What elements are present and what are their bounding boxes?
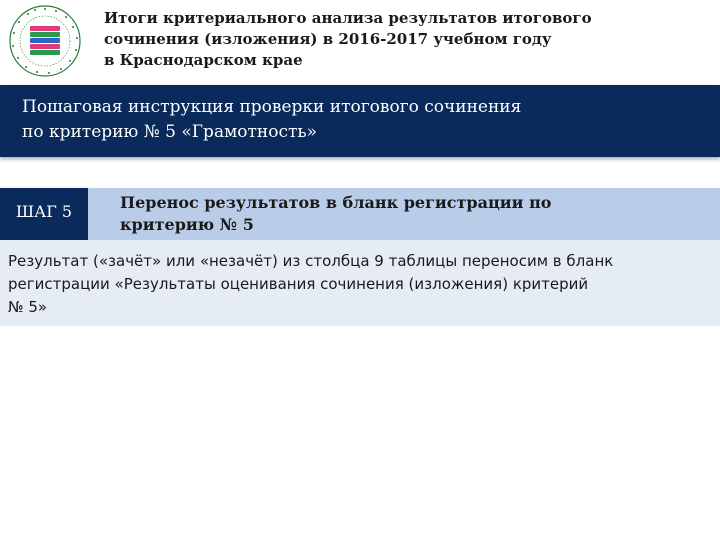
banner-title-line: по критерию № 5 «Грамотность» [22,122,318,142]
step-title-line: Перенос результатов в бланк регистрации по [120,193,552,212]
step-body-line: регистрации «Результаты оценивания сочинения (изложения) критерий [8,275,589,293]
step-body-line: Результат («зачёт» или «незачёт) из столбца 9 таблицы переносим в бланк [8,252,614,270]
step-title [120,192,700,236]
step-badge [0,188,88,240]
instruction-banner [0,85,720,157]
page-title-line: Итоги критериального анализа результатов итогового [104,9,592,27]
step-label: ШАГ 5 [15,202,73,221]
page-title [104,8,704,71]
banner-title-line: Пошаговая инструкция проверки итогового сочинения [22,97,522,117]
step-body [0,240,720,326]
step-body-line: № 5» [8,298,48,316]
step-body-text [8,250,714,319]
books-stack-seal-icon [8,4,82,78]
page-title-line: в Краснодарском крае [104,51,303,69]
banner-title [22,95,702,145]
step-header [88,188,720,240]
step-title-line: критерию № 5 [120,215,254,234]
page-title-line: сочинения (изложения) в 2016-2017 учебном году [104,30,552,48]
